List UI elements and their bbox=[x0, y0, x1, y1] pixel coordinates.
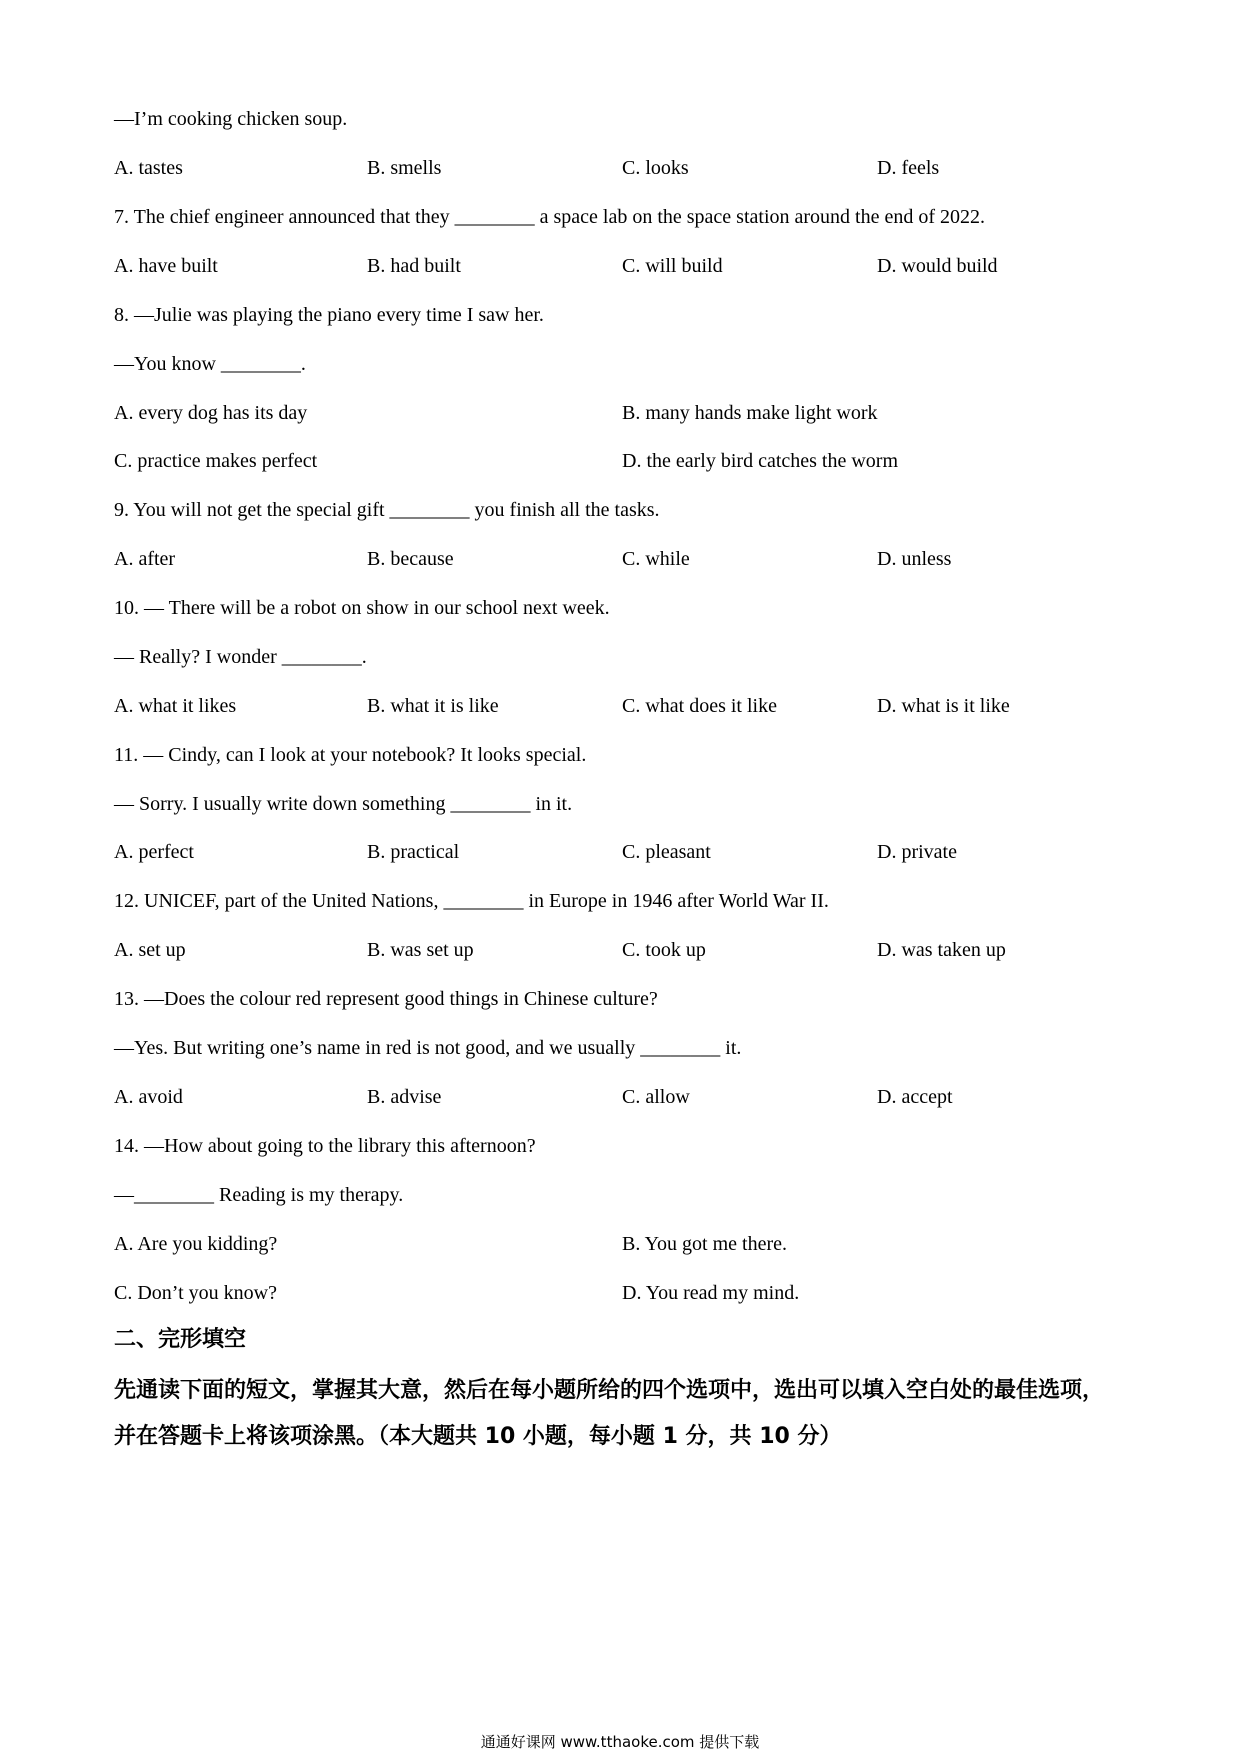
q7-option-b: B. had built bbox=[367, 255, 461, 277]
q6-option-a: A. tastes bbox=[114, 157, 183, 179]
q14-option-c: C. Don’t you know? bbox=[114, 1282, 277, 1304]
q14-response: —________ Reading is my therapy. bbox=[114, 1184, 404, 1206]
q11-option-a: A. perfect bbox=[114, 841, 194, 863]
q13-option-d: D. accept bbox=[877, 1086, 953, 1108]
q13-option-c: C. allow bbox=[622, 1086, 690, 1108]
q6-option-d: D. feels bbox=[877, 157, 940, 179]
q12-stem: 12. UNICEF, part of the United Nations, ________ in Europe in 1946 after World War II. bbox=[114, 890, 829, 912]
q7-stem: 7. The chief engineer announced that they ________ a space lab on the space station around the end of 2022. bbox=[114, 206, 986, 228]
q8-option-d: D. the early bird catches the worm bbox=[622, 450, 899, 472]
q13-option-b: B. advise bbox=[367, 1086, 442, 1108]
q10-option-b: B. what it is like bbox=[367, 695, 499, 717]
section-heading: 二、完形填空 bbox=[114, 1327, 247, 1352]
q6-option-b: B. smells bbox=[367, 157, 442, 179]
q13-option-a: A. avoid bbox=[114, 1086, 183, 1108]
q12-option-b: B. was set up bbox=[367, 939, 474, 961]
q8-response: —You know ________. bbox=[114, 353, 306, 375]
q12-option-d: D. was taken up bbox=[877, 939, 1006, 961]
q11-option-c: C. pleasant bbox=[622, 841, 711, 863]
q13-response: —Yes. But writing one’s name in red is not good, and we usually ________ it. bbox=[114, 1037, 742, 1059]
q11-stem: 11. — Cindy, can I look at your notebook? It looks special. bbox=[114, 744, 587, 766]
q10-response: — Really? I wonder ________. bbox=[114, 646, 367, 668]
q14-option-d: D. You read my mind. bbox=[622, 1282, 800, 1304]
q9-option-b: B. because bbox=[367, 548, 454, 570]
q9-stem: 9. You will not get the special gift ________ you finish all the tasks. bbox=[114, 499, 660, 521]
q6-answer-line: —I’m cooking chicken soup. bbox=[114, 108, 348, 130]
q8-option-c: C. practice makes perfect bbox=[114, 450, 318, 472]
page-footer: 通通好课网 www.tthaoke.com 提供下载 bbox=[480, 1733, 760, 1751]
q8-stem: 8. —Julie was playing the piano every time I saw her. bbox=[114, 304, 544, 326]
q14-option-b: B. You got me there. bbox=[622, 1233, 787, 1255]
q9-option-d: D. unless bbox=[877, 548, 952, 570]
q12-option-a: A. set up bbox=[114, 939, 186, 961]
q9-option-a: A. after bbox=[114, 548, 176, 570]
q11-response: — Sorry. I usually write down something ________ in it. bbox=[114, 793, 573, 815]
q9-option-c: C. while bbox=[622, 548, 690, 570]
q13-stem: 13. —Does the colour red represent good things in Chinese culture? bbox=[114, 988, 658, 1010]
q8-option-a: A. every dog has its day bbox=[114, 402, 308, 424]
q10-option-a: A. what it likes bbox=[114, 695, 237, 717]
q14-option-a: A. Are you kidding? bbox=[114, 1233, 278, 1255]
q7-option-d: D. would build bbox=[877, 255, 998, 277]
q10-stem: 10. — There will be a robot on show in our school next week. bbox=[114, 597, 610, 619]
q10-option-c: C. what does it like bbox=[622, 695, 777, 717]
q10-option-d: D. what is it like bbox=[877, 695, 1010, 717]
q11-option-d: D. private bbox=[877, 841, 957, 863]
q6-option-c: C. looks bbox=[622, 157, 689, 179]
q11-option-b: B. practical bbox=[367, 841, 460, 863]
section-instruction: 先通读下面的短文，掌握其大意，然后在每小题所给的四个选项中，选出可以填入空白处的最佳选项，并在答题卡上将该项涂黑。（本大题共 10 小题，每小题 1 分，共 10 分） bbox=[114, 1378, 1105, 1449]
q12-option-c: C. took up bbox=[622, 939, 706, 961]
q7-option-a: A. have built bbox=[114, 255, 218, 277]
q7-option-c: C. will build bbox=[622, 255, 723, 277]
q14-stem: 14. —How about going to the library this afternoon? bbox=[114, 1135, 536, 1157]
q8-option-b: B. many hands make light work bbox=[622, 402, 878, 424]
